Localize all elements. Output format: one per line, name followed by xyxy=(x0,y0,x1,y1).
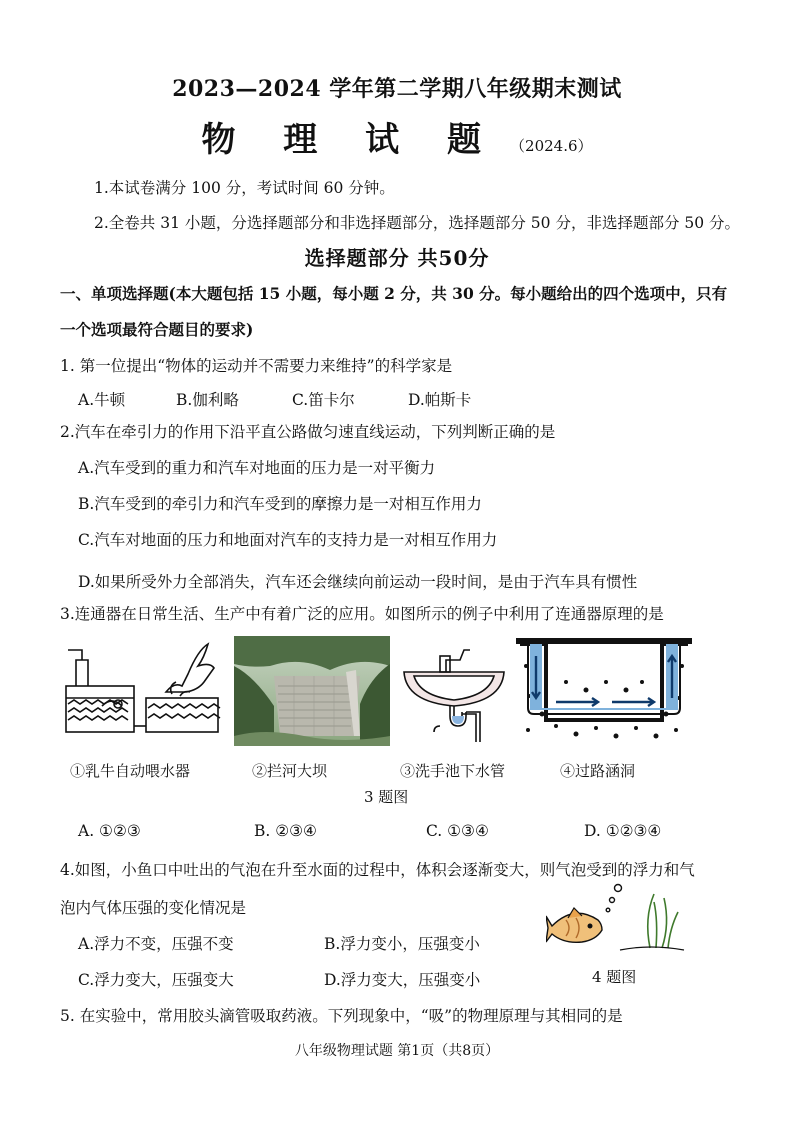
q4-option-b: B.浮力变小，压强变小 xyxy=(324,935,480,953)
q1-stem: 1. 第一位提出“物体的运动并不需要力来维持”的科学家是 xyxy=(60,357,453,375)
q2-stem: 2.汽车在牵引力的作用下沿平直公路做匀速直线运动，下列判断正确的是 xyxy=(60,423,556,441)
fig3-label-2: ②拦河大坝 xyxy=(252,762,328,780)
fig4-caption: 4 题图 xyxy=(592,968,637,986)
q2-option-a: A.汽车受到的重力和汽车对地面的压力是一对平衡力 xyxy=(78,459,436,477)
q4-option-c: C.浮力变大，压强变大 xyxy=(78,971,234,989)
dam-photo-figure xyxy=(234,636,390,746)
q2-option-c: C.汽车对地面的压力和地面对汽车的支持力是一对相互作用力 xyxy=(78,531,498,549)
fig3-label-4: ④过路涵洞 xyxy=(560,762,636,780)
q3-option-c: C. ①③④ xyxy=(426,822,489,840)
q4-option-a: A.浮力不变，压强不变 xyxy=(78,935,234,953)
part1-instructions-line1: 一、单项选择题(本大题包括 15 小题，每小题 2 分，共 30 分。每小题给出的四个选项中，只有 xyxy=(60,284,728,303)
q1-option-b: B.伽利略 xyxy=(176,391,239,409)
q3-stem: 3.连通器在日常生活、生产中有着广泛的应用。如图所示的例子中利用了连通器原理的是 xyxy=(60,605,664,623)
subject-title-row xyxy=(0,112,794,161)
q1-option-d: D.帕斯卡 xyxy=(408,391,472,409)
q4-stem-line1: 4.如图，小鱼口中吐出的气泡在升至水面的过程中，体积会逐渐变大，则气泡受到的浮力和气 xyxy=(60,861,695,879)
exam-date: （2024.6） xyxy=(510,137,593,155)
cow-waterer-figure xyxy=(62,636,222,748)
page-footer: 八年级物理试题 第1页（共8页） xyxy=(294,1043,500,1059)
subject-title: 物 理 试 题 xyxy=(201,120,499,160)
note-1: 1.本试卷满分 100 分，考试时间 60 分钟。 xyxy=(94,179,395,197)
fig3-label-1: ①乳牛自动喂水器 xyxy=(70,762,191,780)
q2-option-b: B.汽车受到的牵引力和汽车受到的摩擦力是一对相互作用力 xyxy=(78,495,482,513)
q5-stem: 5. 在实验中，常用胶头滴管吸取药液。下列现象中，“吸”的物理原理与其相同的是 xyxy=(60,1007,623,1025)
q4-option-d: D.浮力变大，压强变小 xyxy=(324,971,481,989)
q2-option-d: D.如果所受外力全部消失，汽车还会继续向前运动一段时间，是由于汽车具有惯性 xyxy=(78,573,638,591)
q3-option-a: A. ①②③ xyxy=(78,822,141,840)
note-2: 2.全卷共 31 小题，分选择题部分和非选择题部分，选择题部分 50 分，非选择题部分 50 分。 xyxy=(94,214,741,232)
fig3-caption: 3 题图 xyxy=(364,788,409,806)
q4-stem-line2: 泡内气体压强的变化情况是 xyxy=(60,899,247,917)
q1-option-c: C.笛卡尔 xyxy=(292,391,355,409)
exam-title: 2023—2024 学年第二学期八年级期末测试 xyxy=(172,76,622,102)
part1-instructions-line2: 一个选项最符合题目的要求) xyxy=(60,320,254,339)
section-title: 选择题部分 共50分 xyxy=(304,246,490,270)
road-culvert-figure xyxy=(516,636,692,748)
q1-option-a: A.牛顿 xyxy=(78,391,126,409)
sink-drain-figure xyxy=(400,636,508,748)
fig3-label-3: ③洗手池下水管 xyxy=(400,762,506,780)
fish-bubbles-figure xyxy=(546,878,686,956)
q3-option-d: D. ①②③④ xyxy=(584,822,662,840)
q3-option-b: B. ②③④ xyxy=(254,822,317,840)
